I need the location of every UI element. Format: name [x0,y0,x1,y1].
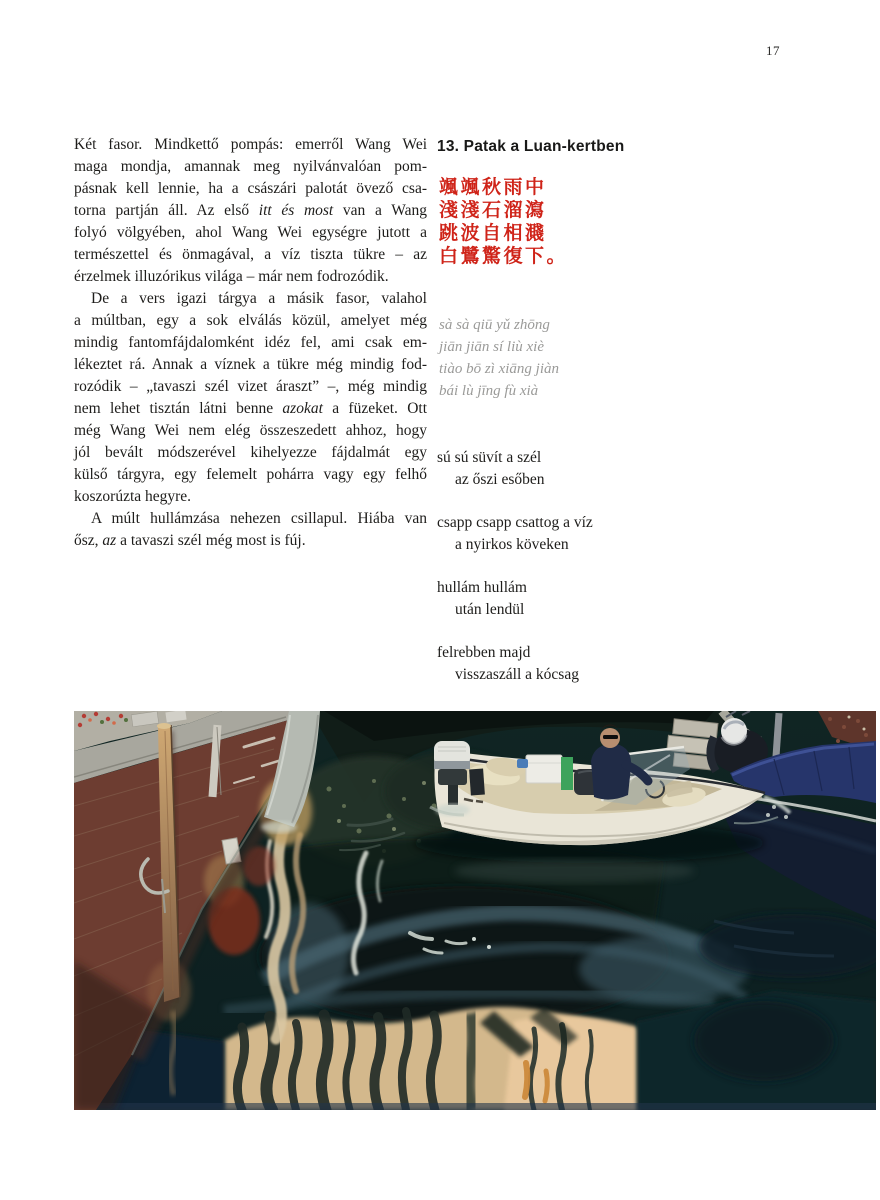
pinyin-line: tiào bō zì xiāng jiàn [439,361,559,377]
calligraphy-line: 白鷺驚復下。 [439,245,569,267]
poem-line: sú sú süvít a szél [437,449,542,466]
text-line: folyó völgyében, ahol Wang Wei egységre jutott a [74,224,427,241]
page-number: 17 [766,43,780,58]
paragraph [74,288,427,508]
text-line: természettel és önmagával, a víz tiszta tükre – az [74,246,427,263]
paragraph [74,134,427,288]
text-line: ősz, az a tavaszi szél még most is fúj. [74,532,306,549]
text-line: a múltban, egy a sok elválás közül, amelyet még [74,312,427,329]
poem-stanza [437,447,593,491]
text-line: jól bevált módszerével kihelyezze fájdalmát egy [74,444,427,461]
poem-line: után lendül [455,601,525,618]
text-line: A múlt hullámzása nehezen csillapul. Hiába van [91,510,427,527]
poem-line: visszaszáll a kócsag [455,666,579,683]
calligraphy-line: 淺淺石溜瀉 [439,199,547,221]
text-line: koszorúzta hegyre. [74,488,192,505]
chinese-calligraphy [439,176,568,268]
poem-translation [437,447,593,707]
text-line: nem lehet tisztán látni benne azokat a füzeket. Ott [74,400,428,417]
canal-photograph [74,711,876,1110]
pinyin-line: bái lù jīng fù xià [439,383,539,399]
calligraphy-line: 颯颯秋雨中 [439,176,547,198]
sunglasses [603,735,618,739]
article-column [74,134,427,552]
pinyin-line: jiān jiān sí liù xiè [439,339,544,355]
text-line: rozódik – „tavaszi szél vizet áraszt” –, még mindig [74,378,427,395]
canal-photo-art [74,711,876,1110]
text-line: pásnak kell lennie, ha a császári palotát övező csa- [74,180,427,197]
text-line: Két fasor. Mindkettő pompás: emerről Wang Wei [74,136,427,153]
poem-line: felrebben majd [437,644,531,661]
poem-title: 13. Patak a Luan-kertben [437,138,625,155]
paragraph [74,508,427,552]
poem-line: hullám hullám [437,579,527,596]
text-line: De a vers igazi tárgya a másik fasor, valahol [91,290,427,307]
pinyin-line: sà sà qiū yǔ zhōng [439,317,550,333]
text-line: még Wang Wei nem elég összeszedett ahhoz, hogy [74,422,427,439]
poem-stanza [437,642,593,686]
pinyin-transcription [439,314,559,402]
text-line: érzelmek illuzórikus világa – már nem fodrozódik. [74,268,389,285]
poem-line: az őszi esőben [455,471,545,488]
text-line: maga mondja, amannak meg nyilvánvalóan pom- [74,158,427,175]
text-line: torna partján áll. Az első itt és most van a Wang [74,202,427,219]
text-line: mindig fantomfájdalomként idéz fel, ami csak em- [74,334,427,351]
poem-stanza [437,577,593,621]
poem-stanza [437,512,593,556]
text-line: külső tárgyra, egy felemelt pohárra vagy egy felhő [74,466,427,483]
poem-line: csapp csapp csattog a víz [437,514,593,531]
text-line: lékeztet rá. Annak a víznek a tükre még mindig fod- [74,356,427,373]
calligraphy-line: 跳波自相濺 [439,222,547,244]
poem-line: a nyirkos köveken [455,536,569,553]
